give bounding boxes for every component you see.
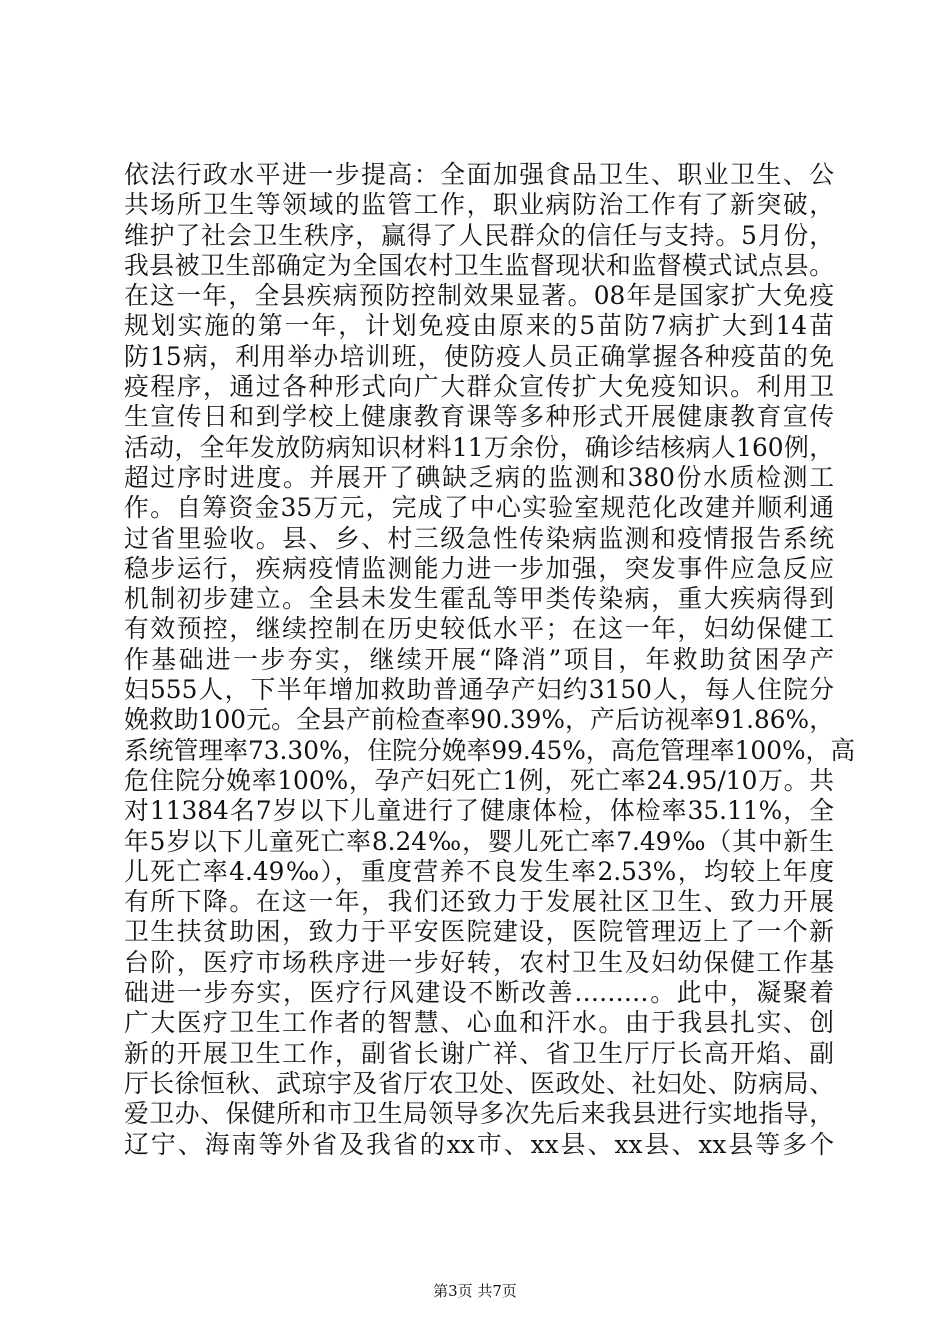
body-line: 础进一步夯实，医疗行风建设不断改善………。此中，凝聚着	[124, 978, 834, 1008]
body-line: 年5岁以下儿童死亡率8.24‰，婴儿死亡率7.49‰（其中新生	[124, 826, 834, 856]
body-line: 广大医疗卫生工作者的智慧、心血和汗水。由于我县扎实、创	[124, 1008, 834, 1038]
body-line: 厅长徐恒秋、武琼宇及省厅农卫处、医政处、社妇处、防病局、	[124, 1068, 834, 1098]
body-line: 有所下降。在这一年，我们还致力于发展社区卫生、致力开展	[124, 887, 834, 917]
body-line: 作基础进一步夯实，继续开展“降消”项目，年救助贫困孕产	[124, 644, 834, 674]
body-line: 我县被卫生部确定为全国农村卫生监督现状和监督模式试点县。	[124, 250, 834, 280]
body-line: 生宣传日和到学校上健康教育课等多种形式开展健康教育宣传	[124, 402, 834, 432]
body-line: 新的开展卫生工作，副省长谢广祥、省卫生厅厅长高开焰、副	[124, 1038, 834, 1068]
body-line: 疫程序，通过各种形式向广大群众宣传扩大免疫知识。利用卫	[124, 372, 834, 402]
body-line: 卫生扶贫助困，致力于平安医院建设，医院管理迈上了一个新	[124, 917, 834, 947]
body-line: 有效预控，继续控制在历史较低水平；在这一年，妇幼保健工	[124, 614, 834, 644]
body-line: 防15病，利用举办培训班，使防疫人员正确掌握各种疫苗的免	[124, 341, 834, 371]
page-footer: 第3页 共7页	[433, 1282, 517, 1300]
body-line: 稳步运行，疾病疫情监测能力进一步加强，突发事件应急反应	[124, 553, 834, 583]
body-line: 儿死亡率4.49‰），重度营养不良发生率2.53%，均较上年度	[124, 856, 834, 886]
body-line: 作。自筹资金35万元，完成了中心实验室规范化改建并顺利通	[124, 493, 834, 523]
body-line: 活动，全年发放防病知识材料11万余份，确诊结核病人160例，	[124, 432, 834, 462]
body-line: 妇555人，下半年增加救助普通孕产妇约3150人，每人住院分	[124, 675, 834, 705]
body-line: 在这一年，全县疾病预防控制效果显著。08年是国家扩大免疫	[124, 281, 834, 311]
body-line: 共场所卫生等领域的监管工作，职业病防治工作有了新突破，	[124, 190, 834, 220]
body-text	[124, 160, 856, 1160]
body-line: 超过序时进度。并展开了碘缺乏病的监测和380份水质检测工	[124, 462, 834, 492]
body-line: 对11384名7岁以下儿童进行了健康体检，体检率35.11%，全	[124, 796, 834, 826]
body-line: 系统管理率73.30%，住院分娩率99.45%，高危管理率100%，高	[124, 735, 856, 765]
body-line: 依法行政水平进一步提高：全面加强食品卫生、职业卫生、公	[124, 160, 834, 189]
body-line: 辽宁、海南等外省及我省的xx市、xx县、xx县、xx县等多个	[124, 1129, 834, 1159]
body-line: 危住院分娩率100%，孕产妇死亡1例，死亡率24.95/10万。共	[124, 765, 834, 795]
body-line: 机制初步建立。全县未发生霍乱等甲类传染病，重大疾病得到	[124, 584, 834, 614]
body-line: 维护了社会卫生秩序，赢得了人民群众的信任与支持。5月份，	[124, 220, 834, 250]
body-line: 规划实施的第一年，计划免疫由原来的5苗防7病扩大到14苗	[124, 311, 834, 341]
body-line: 爱卫办、保健所和市卫生局领导多次先后来我县进行实地指导，	[124, 1099, 834, 1129]
body-line: 娩救助100元。全县产前检查率90.39%，产后访视率91.86%，	[124, 705, 834, 735]
body-line: 台阶，医疗市场秩序进一步好转，农村卫生及妇幼保健工作基	[124, 947, 834, 977]
body-line: 过省里验收。县、乡、村三级急性传染病监测和疫情报告系统	[124, 523, 834, 553]
